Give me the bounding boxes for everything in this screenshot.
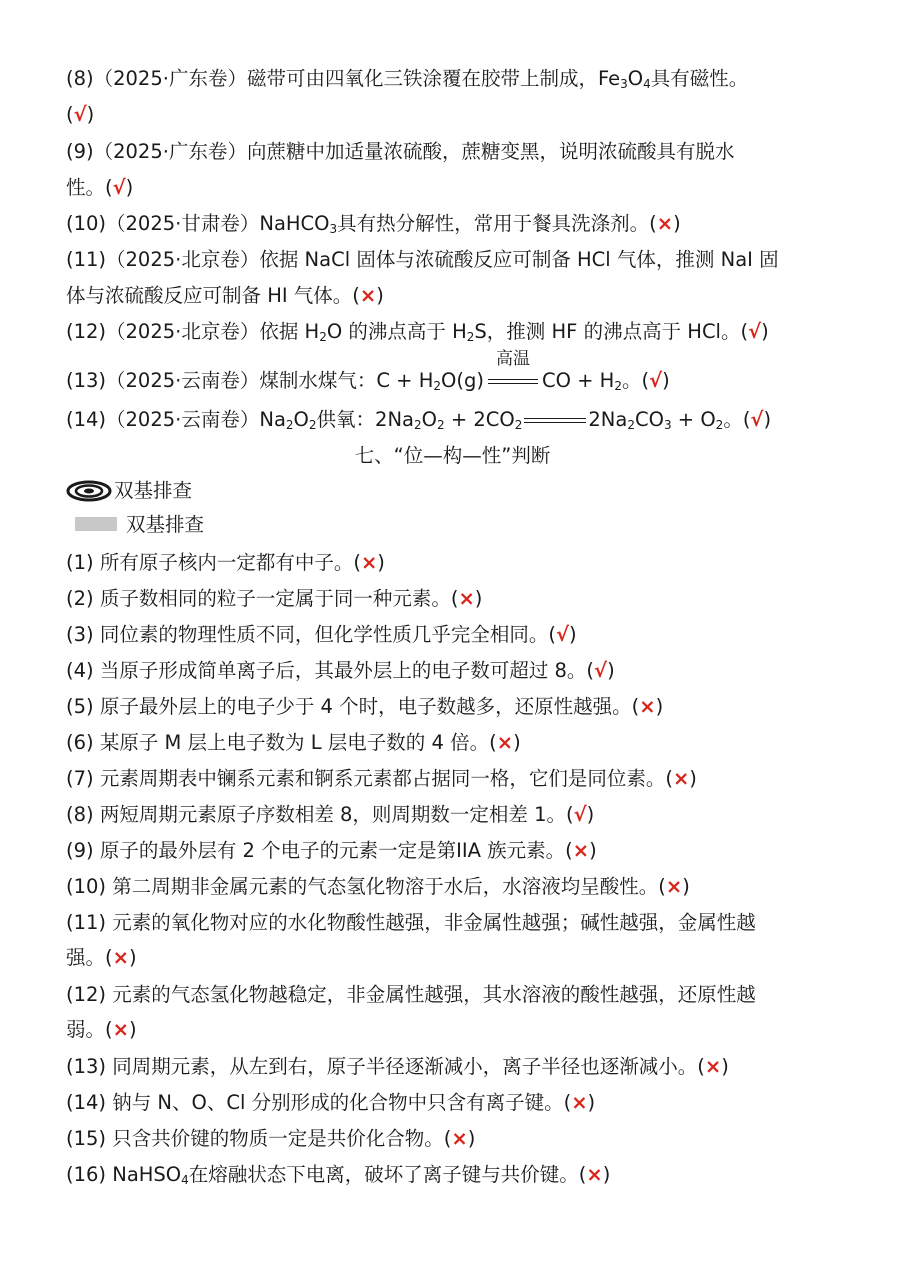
text: ) xyxy=(474,587,483,610)
list-item xyxy=(66,1090,841,1116)
check-mark: √ xyxy=(649,369,663,392)
text: CO xyxy=(634,408,664,431)
text: ) xyxy=(586,803,595,826)
text: (7) 元素周期表中镧系元素和锕系元素都占据同一格，它们是同位素。( xyxy=(66,767,673,790)
text: 。( xyxy=(723,408,751,431)
list-item xyxy=(66,730,841,756)
list-item xyxy=(66,622,841,648)
text: (1) 所有原子核内一定都有中子。( xyxy=(66,551,361,574)
text: 性。( xyxy=(66,176,113,199)
text: ) xyxy=(763,408,772,431)
check-mark: √ xyxy=(750,408,764,431)
text: 供氧：2Na xyxy=(316,408,414,431)
text: O xyxy=(421,408,437,431)
text: (4) 当原子形成简单离子后，其最外层上的电子数可超过 8。( xyxy=(66,659,595,682)
text: S，推测 HF 的沸点高于 HCl。( xyxy=(474,320,749,343)
text: (5) 原子最外层上的电子少于 4 个时，电子数越多，还原性越强。( xyxy=(66,695,640,718)
item-line-equation xyxy=(66,349,841,394)
text: ) xyxy=(761,320,769,343)
list-item xyxy=(66,694,841,720)
section-title: 七、“位—构—性”判断 xyxy=(354,444,551,467)
cross-mark: × xyxy=(496,731,514,754)
text: ) xyxy=(376,284,384,307)
text: ) xyxy=(607,659,615,682)
text: 2Na xyxy=(588,408,628,431)
text: (13)（2025·云南卷）煤制水煤气：C + H xyxy=(66,369,434,392)
text: ) xyxy=(128,1018,137,1041)
text: (8)（2025·广东卷）磁带可由四氧化三铁涂覆在胶带上制成，Fe xyxy=(66,67,621,90)
text: 强。( xyxy=(66,946,113,969)
list-item xyxy=(66,658,841,684)
logo-label: 双基排查 xyxy=(114,479,193,502)
text: O(g) xyxy=(441,369,484,392)
text: ) xyxy=(589,839,597,862)
subscript: 2 xyxy=(627,418,635,432)
check-mark: √ xyxy=(112,176,126,199)
item-line xyxy=(66,102,841,128)
subscript: 2 xyxy=(285,418,294,432)
swirl-logo-icon xyxy=(66,478,112,504)
list-item xyxy=(66,802,841,828)
text: (9) 原子的最外层有 2 个电子的元素一定是第IIA 族元素。( xyxy=(66,839,573,862)
text: ) xyxy=(682,875,690,898)
subscript: 2 xyxy=(433,379,442,393)
item-line xyxy=(66,175,841,201)
text: ) xyxy=(128,946,137,969)
item-line xyxy=(66,211,841,237)
equals-sign xyxy=(488,379,538,384)
subscript: 4 xyxy=(643,77,651,91)
reaction-condition xyxy=(484,349,542,394)
list-item xyxy=(66,874,841,900)
list-item xyxy=(66,838,841,864)
cross-mark: × xyxy=(360,551,378,574)
text: ) xyxy=(721,1055,729,1078)
text: (10) 第二周期非金属元素的气态氢化物溶于水后，水溶液均呈酸性。( xyxy=(66,875,666,898)
check-mark: √ xyxy=(594,659,608,682)
text: ) xyxy=(377,551,385,574)
item-line xyxy=(66,319,841,345)
subscript: 2 xyxy=(436,418,445,432)
subscript: 3 xyxy=(620,77,628,91)
text: (2) 质子数相同的粒子一定属于同一种元素。( xyxy=(66,587,459,610)
text: (12) 元素的气态氢化物越稳定，非金属性越强，其水溶液的酸性越强，还原性越 xyxy=(66,983,756,1006)
subscript: 2 xyxy=(319,330,327,344)
list-item xyxy=(66,586,841,612)
text: 在熔融状态下电离，破坏了离子键与共价键。( xyxy=(188,1163,587,1186)
text: 弱。( xyxy=(66,1018,113,1041)
text: (6) 某原子 M 层上电子数为 L 层电子数的 4 倍。( xyxy=(66,731,497,754)
item-line xyxy=(66,247,841,273)
equals-sign xyxy=(524,418,586,423)
text: ( xyxy=(66,103,74,126)
cross-mark: × xyxy=(112,946,129,969)
text: ) xyxy=(467,1127,476,1150)
cross-mark: × xyxy=(665,875,683,898)
text: ) xyxy=(587,1091,596,1114)
text: (14) 钠与 N、O、Cl 分别形成的化合物中只含有离子键。( xyxy=(66,1091,572,1114)
cross-mark: × xyxy=(704,1055,722,1078)
item-line xyxy=(66,139,841,165)
text: (11) 元素的氧化物对应的水化物酸性越强，非金属性越强；碱性越强，金属性越 xyxy=(66,911,756,934)
text: ) xyxy=(513,731,521,754)
text: ) xyxy=(125,176,134,199)
text: (14)（2025·云南卷）Na xyxy=(66,408,286,431)
list-item xyxy=(66,945,841,971)
subscript: 2 xyxy=(413,418,422,432)
text: ) xyxy=(86,103,95,126)
text: ) xyxy=(662,369,670,392)
text: (9)（2025·广东卷）向蔗糖中加适量浓硫酸，蔗糖变黑，说明浓硫酸具有脱水 xyxy=(66,140,735,163)
cross-mark: × xyxy=(572,839,590,862)
text: (3) 同位素的物理性质不同，但化学性质几乎完全相同。( xyxy=(66,623,556,646)
cross-mark: × xyxy=(656,212,674,235)
subheading: 双基排查 xyxy=(126,513,205,536)
list-item xyxy=(66,1162,841,1188)
cross-mark: × xyxy=(571,1091,588,1114)
subscript: 2 xyxy=(715,418,724,432)
list-item xyxy=(66,550,841,576)
text: ) xyxy=(602,1163,611,1186)
check-mark: √ xyxy=(73,103,87,126)
cross-mark: × xyxy=(639,695,656,718)
subscript: 2 xyxy=(308,418,317,432)
list-item xyxy=(66,1054,841,1080)
text: O xyxy=(293,408,309,431)
text: ) xyxy=(689,767,697,790)
list-item xyxy=(66,910,841,936)
cross-mark: × xyxy=(458,587,475,610)
text: (16) NaHSO xyxy=(66,1163,182,1186)
text: ) xyxy=(673,212,681,235)
check-mark: √ xyxy=(555,623,569,646)
text: O xyxy=(627,67,644,90)
text: (12)（2025·北京卷）依据 H xyxy=(66,320,320,343)
cross-mark: × xyxy=(112,1018,129,1041)
text: + 2CO xyxy=(444,408,515,431)
text: 具有热分解性，常用于餐具洗涤剂。( xyxy=(337,212,657,235)
list-item xyxy=(66,1017,841,1043)
text: (10)（2025·甘肃卷）NaHCO xyxy=(66,212,330,235)
text: 。( xyxy=(621,369,650,392)
list-item xyxy=(66,1126,841,1152)
text: 具有磁性。 xyxy=(650,67,749,90)
item-line xyxy=(66,283,841,309)
text: (15) 只含共价键的物质一定是共价化合物。( xyxy=(66,1127,452,1150)
text: + O xyxy=(671,408,716,431)
item-line-equation xyxy=(66,407,841,433)
list-item xyxy=(66,766,841,792)
cross-mark: × xyxy=(359,284,377,307)
section-logo xyxy=(66,478,196,504)
text: CO + H xyxy=(541,369,615,392)
text: ) xyxy=(655,695,664,718)
subscript: 3 xyxy=(663,418,672,432)
text: ) xyxy=(568,623,577,646)
text: (8) 两短周期元素原子序数相差 8，则周期数一定相差 1。( xyxy=(66,803,574,826)
check-mark: √ xyxy=(573,803,587,826)
cross-mark: × xyxy=(451,1127,468,1150)
subscript: 4 xyxy=(181,1173,189,1187)
subscript: 2 xyxy=(514,418,523,432)
cross-mark: × xyxy=(586,1163,603,1186)
text: O 的沸点高于 H xyxy=(326,320,467,343)
condition-label: 高温 xyxy=(495,349,530,369)
subscript: 3 xyxy=(329,222,338,236)
list-item xyxy=(66,982,841,1008)
cross-mark: × xyxy=(672,767,690,790)
gray-bar xyxy=(75,517,117,531)
text: (11)（2025·北京卷）依据 NaCl 固体与浓硫酸反应可制备 HCl 气体，推测 NaI 固 xyxy=(66,248,779,271)
subscript: 2 xyxy=(614,379,622,393)
item-line xyxy=(66,66,841,92)
subscript: 2 xyxy=(466,330,475,344)
text: 体与浓硫酸反应可制备 HI 气体。( xyxy=(66,284,360,307)
text: (13) 同周期元素，从左到右，原子半径逐渐减小，离子半径也逐渐减小。( xyxy=(66,1055,705,1078)
check-mark: √ xyxy=(748,320,762,343)
